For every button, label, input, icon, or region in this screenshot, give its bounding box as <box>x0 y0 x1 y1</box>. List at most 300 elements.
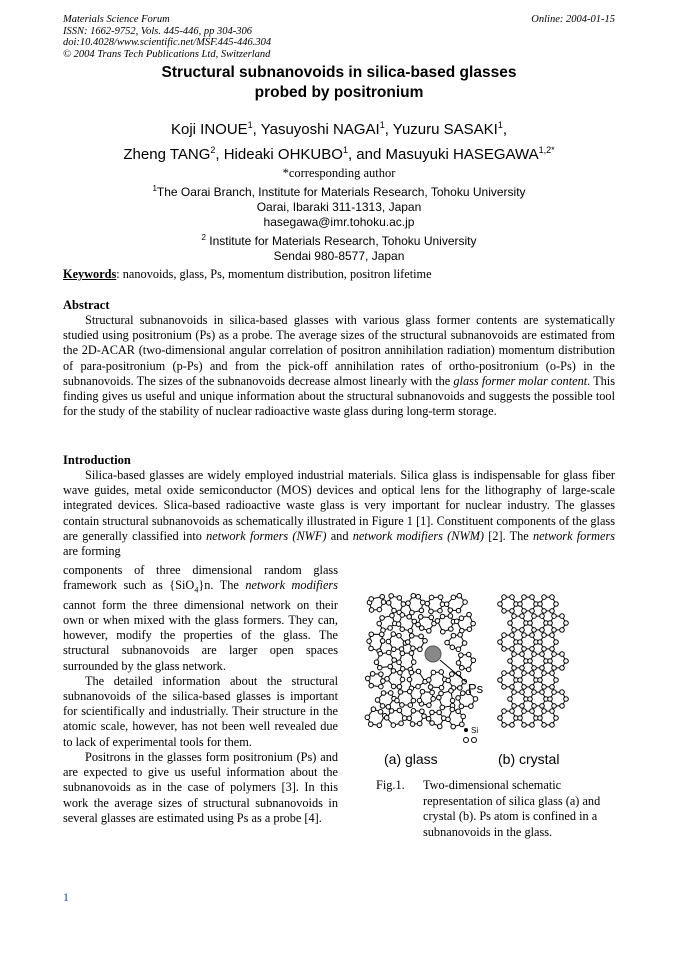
oxygen-atom <box>502 671 507 676</box>
oxygen-atom <box>552 614 557 619</box>
oxygen-atom <box>550 595 555 600</box>
oxygen-atom <box>380 639 385 644</box>
oxygen-atom <box>400 677 405 682</box>
oxygen-atom <box>498 640 503 645</box>
oxygen-atom <box>416 684 421 689</box>
oxygen-atom <box>365 715 370 720</box>
intro-paragraph-1 <box>63 468 615 559</box>
oxygen-atom <box>445 640 450 645</box>
oxygen-atom <box>530 595 535 600</box>
oxygen-atom <box>458 633 463 638</box>
left-column-text <box>63 563 338 826</box>
oxygen-atom <box>520 628 525 633</box>
oxygen-atom <box>502 647 507 652</box>
oxygen-atom <box>379 672 384 677</box>
oxygen-atom <box>439 685 444 690</box>
oxygen-atom <box>550 633 555 638</box>
oxygen-atom <box>508 697 513 702</box>
oxygen-atom <box>427 703 432 708</box>
oxygen-atom <box>530 647 535 652</box>
oxygen-atom <box>564 621 569 626</box>
keywords <box>63 267 615 282</box>
oxygen-atom <box>417 721 422 726</box>
oxygen-atom <box>522 709 527 714</box>
oxygen-atom <box>542 595 547 600</box>
oxygen-atom <box>367 639 372 644</box>
oxygen-atom <box>397 684 402 689</box>
oxygen-atom <box>423 638 428 643</box>
doi-line: doi:10.4028/www.scientific.net/MSF.445-446.304 <box>63 37 272 48</box>
intro-paragraph-2: The detailed information about the structural subnanovoids of the silica-based glasses is important for scientifically and industrially. Their structure in the atomic scale, however, has not been well revealed due to lack of experimental tools for them. <box>63 673 338 749</box>
oxygen-atom <box>554 602 559 607</box>
oxygen-atom <box>446 678 451 683</box>
oxygen-atom <box>370 672 375 677</box>
affiliations <box>63 166 615 264</box>
oxygen-atom <box>550 671 555 676</box>
abstract-paragraph <box>63 313 615 419</box>
introduction-section <box>63 453 615 559</box>
title-line-2: probed by positronium <box>254 84 424 101</box>
oxygen-atom <box>407 677 412 682</box>
online-date: Online: 2004-01-15 <box>531 14 615 25</box>
oxygen-atom <box>416 594 421 599</box>
author-affil-mark: 2 <box>210 145 216 155</box>
oxygen-atom <box>554 678 559 683</box>
oxygen-atom <box>397 633 402 638</box>
oxygen-atom <box>427 678 432 683</box>
emphasis-run: network modifiers (NWM) <box>352 528 485 543</box>
introduction-heading: Introduction <box>63 453 131 467</box>
affiliation-1-name <box>63 181 615 200</box>
oxygen-atom <box>378 709 383 714</box>
oxygen-atom <box>388 691 393 696</box>
oxygen-atom <box>451 724 456 729</box>
oxygen-atom <box>459 616 464 621</box>
oxygen-atom <box>522 685 527 690</box>
oxygen-atom <box>430 710 435 715</box>
affiliation-2-name <box>63 230 615 249</box>
oxygen-atom <box>419 608 424 613</box>
oxygen-atom <box>380 594 385 599</box>
oxygen-atom <box>437 710 442 715</box>
oxygen-atom <box>392 608 397 613</box>
abstract-heading: Abstract <box>63 298 110 312</box>
oxygen-atom <box>409 670 414 675</box>
author-affil-mark: 1 <box>342 145 348 155</box>
oxygen-atom <box>429 615 434 620</box>
oxygen-atom <box>386 704 391 709</box>
oxygen-atom <box>444 602 449 607</box>
oxygen-atom <box>399 721 404 726</box>
oxygen-atom <box>380 704 385 709</box>
oxygen-atom <box>384 716 389 721</box>
oxygen-atom <box>374 660 379 665</box>
oxygen-atom <box>431 697 436 702</box>
oxygen-atom <box>512 690 517 695</box>
oxygen-atom <box>369 646 374 651</box>
oxygen-atom <box>460 722 465 727</box>
oxygen-atom <box>560 628 565 633</box>
oxygen-atom <box>427 629 432 634</box>
oxygen-atom <box>379 632 384 637</box>
oxygen-atom <box>388 664 393 669</box>
oxygen-atom <box>407 614 412 619</box>
oxygen-atom <box>542 685 547 690</box>
oxygen-atom <box>528 659 533 664</box>
oxygen-atom <box>459 704 464 709</box>
oxygen-atom <box>538 678 543 683</box>
oxygen-atom <box>391 647 396 652</box>
oxygen-atom <box>498 602 503 607</box>
oxygen-atom <box>462 641 467 646</box>
oxygen-atom <box>502 595 507 600</box>
author-affil-mark: 1,2* <box>538 145 555 155</box>
oxygen-atom <box>471 658 476 663</box>
oxygen-atom <box>510 633 515 638</box>
oxygen-atom <box>550 685 555 690</box>
oxygen-atom <box>429 609 434 614</box>
oxygen-atom <box>508 659 513 664</box>
oxygen-atom <box>560 690 565 695</box>
oxygen-atom <box>439 670 444 675</box>
affiliation-1-email[interactable]: hasegawa@imr.tohoku.ac.jp <box>263 215 415 229</box>
copyright-line: © 2004 Trans Tech Publications Ltd, Switzerland <box>63 48 271 60</box>
text-run: . The <box>210 578 246 593</box>
oxygen-atom <box>522 671 527 676</box>
oxygen-atom <box>377 665 382 670</box>
oxygen-atom <box>386 639 391 644</box>
oxygen-atom <box>520 652 525 657</box>
oxygen-atom <box>409 651 414 656</box>
oxygen-atom <box>530 671 535 676</box>
text-run: [2]. The <box>484 528 533 543</box>
oxygen-atom <box>400 627 405 632</box>
oxygen-atom <box>540 652 545 657</box>
journal-header <box>63 14 615 60</box>
title-line-1: Structural subnanovoids in silica-based glasses <box>161 64 517 81</box>
affiliation-text: The Oarai Branch, Institute for Materials Research, Tohoku University <box>156 185 526 199</box>
author-name: , Yuzuru SASAKI <box>384 121 498 138</box>
oxygen-atom <box>390 613 395 618</box>
emphasis-run: network formers <box>532 528 616 543</box>
subscript: 4 <box>194 585 199 595</box>
oxygen-atom <box>522 723 527 728</box>
keywords-label: Keywords <box>63 267 117 281</box>
author-line-1: Koji INOUE$^1$, Yasuyoshi NAGAI$^1$, Yuzuru SASAKI$^1$, <box>170 120 508 138</box>
oxygen-atom <box>400 703 405 708</box>
oxygen-atom <box>428 685 433 690</box>
oxygen-atom <box>540 666 545 671</box>
crystal-network <box>498 595 569 727</box>
oxygen-atom <box>510 709 515 714</box>
oxygen-atom <box>408 629 413 634</box>
journal-name: Materials Science Forum <box>63 14 170 25</box>
ps-atom-icon <box>425 646 441 662</box>
affiliation-mark: 1 <box>152 184 157 193</box>
emphasis-run: network formers (NWF) <box>206 528 327 543</box>
oxygen-atom <box>502 723 507 728</box>
text-run: Silica-based glasses are widely employed industrial materials. Silica glass is indispensable for glass fiber wave guides, metal oxide semiconductor (MOS) devices and optical lens for the lithography of large-scale integrated devices. Slica-based radioactive waste glass is very important for nuclear industry. The glasses contain structural subnanovoids as schematically illustrated in Figure 1 [1]. Constituent components of the glass are generally classified into <box>63 468 615 543</box>
oxygen-atom <box>402 716 407 721</box>
oxygen-atom <box>391 684 396 689</box>
oxygen-atom <box>451 633 456 638</box>
oxygen-atom <box>430 690 435 695</box>
oxygen-atom <box>554 640 559 645</box>
oxygen-atom <box>417 698 422 703</box>
oxygen-atom <box>530 609 535 614</box>
oxygen-atom <box>542 671 547 676</box>
oxygen-atom <box>459 653 464 658</box>
oxygen-atom <box>391 723 396 728</box>
oxygen-atom <box>448 614 453 619</box>
affiliation-1-address: Oarai, Ibaraki 311-1313, Japan <box>256 200 422 214</box>
oxygen-atom <box>530 723 535 728</box>
oxygen-atom <box>389 594 394 599</box>
oxygen-atom <box>522 647 527 652</box>
text-run: }n <box>198 578 211 593</box>
oxygen-atom <box>426 716 431 721</box>
oxygen-atom <box>381 600 386 605</box>
oxygen-atom <box>552 628 557 633</box>
oxygen-atom <box>463 600 468 605</box>
oxygen-atom <box>381 691 386 696</box>
oxygen-atom <box>550 709 555 714</box>
oxygen-atom <box>512 704 517 709</box>
oxygen-atom <box>538 640 543 645</box>
oxygen-atom <box>532 704 537 709</box>
oxygen-atom <box>502 633 507 638</box>
oxygen-atom <box>386 650 391 655</box>
oxygen-atom <box>471 621 476 626</box>
oxygen-atom <box>456 661 461 666</box>
text-run: components of three dimensional random glass framework such as {SiO <box>63 563 338 593</box>
oxygen-atom <box>409 633 414 638</box>
oxygen-atom <box>438 595 443 600</box>
oxygen-atom <box>532 690 537 695</box>
oxygen-atom <box>411 593 416 598</box>
oxygen-atom <box>429 595 434 600</box>
oxygen-atom <box>411 709 416 714</box>
oxygen-atom <box>365 676 370 681</box>
oxygen-atom <box>518 678 523 683</box>
author-line-2 <box>63 140 615 165</box>
oxygen-atom <box>530 685 535 690</box>
oxygen-atom <box>371 707 376 712</box>
oxygen-atom <box>440 614 445 619</box>
oxygen-atom <box>392 658 397 663</box>
oxygen-atom <box>422 714 427 719</box>
oxygen-atom <box>560 652 565 657</box>
oxygen-atom <box>552 690 557 695</box>
oxygen-atom <box>554 716 559 721</box>
oxygen-atom <box>408 703 413 708</box>
figure-caption-text: Two-dimensional schematic representation of silica glass (a) and crystal (b). Ps atom is confined in a subnanovoids in the glass. <box>423 778 601 839</box>
oxygen-atom <box>498 678 503 683</box>
oxygen-atom <box>522 609 527 614</box>
o-legend-icon <box>464 738 469 743</box>
oxygen-atom <box>397 660 402 665</box>
oxygen-atom <box>510 723 515 728</box>
oxygen-atom <box>532 614 537 619</box>
oxygen-atom <box>510 685 515 690</box>
oxygen-atom <box>397 708 402 713</box>
oxygen-atom <box>391 669 396 674</box>
oxygen-atom <box>419 634 424 639</box>
oxygen-atom <box>518 640 523 645</box>
oxygen-atom <box>410 722 415 727</box>
oxygen-atom <box>396 622 401 627</box>
oxygen-atom <box>375 698 380 703</box>
corresponding-note: *corresponding author <box>282 166 396 180</box>
oxygen-atom <box>564 659 569 664</box>
oxygen-atom <box>520 614 525 619</box>
oxygen-atom <box>401 602 406 607</box>
oxygen-atom <box>386 600 391 605</box>
oxygen-atom <box>450 698 455 703</box>
oxygen-atom <box>420 600 425 605</box>
oxygen-atom <box>451 595 456 600</box>
oxygen-atom <box>540 690 545 695</box>
oxygen-atom <box>430 721 435 726</box>
oxygen-atom <box>548 697 553 702</box>
paper-title <box>63 63 615 103</box>
oxygen-atom <box>552 666 557 671</box>
figure-1 <box>358 592 614 772</box>
oxygen-atom <box>510 647 515 652</box>
emphasis-run: network modifiers <box>245 578 338 593</box>
oxygen-atom <box>454 619 459 624</box>
oxygen-atom <box>518 602 523 607</box>
oxygen-atom <box>552 704 557 709</box>
oxygen-atom <box>467 627 472 632</box>
oxygen-atom <box>538 716 543 721</box>
oxygen-atom <box>510 671 515 676</box>
oxygen-atom <box>528 621 533 626</box>
oxygen-atom <box>456 647 461 652</box>
oxygen-atom <box>512 628 517 633</box>
oxygen-atom <box>542 609 547 614</box>
author-list <box>63 115 615 165</box>
oxygen-atom <box>440 705 445 710</box>
oxygen-atom <box>450 645 455 650</box>
oxygen-atom <box>418 615 423 620</box>
oxygen-atom <box>520 690 525 695</box>
oxygen-atom <box>369 632 374 637</box>
oxygen-atom <box>385 677 390 682</box>
text-run: Structural subnanovoids in silica-based glasses with various glass former contents are systematically studied using positronium (Ps) as a probe. The average sizes of the structural subnanovoids are estimated from the 2D-ACAR (two-dimensional angular correlation of positron annihilation radiation) momentum distribution of para-positronium (p-Ps) and from the pick-off annihilation rates of ortho-positronium (o-Ps) in the subnanovoids. The sizes of the subnanovoids decrease almost linearly with the <box>63 313 615 388</box>
oxygen-atom <box>550 647 555 652</box>
oxygen-atom <box>542 647 547 652</box>
intro-paragraph-1-cont <box>63 563 338 674</box>
author-affil-mark: 1 <box>379 120 385 130</box>
oxygen-atom <box>446 717 451 722</box>
author-name: , and Masuyuki HASEGAWA <box>347 146 539 163</box>
author-name: Zheng TANG <box>123 146 211 163</box>
oxygen-atom <box>532 666 537 671</box>
oxygen-atom <box>512 666 517 671</box>
si-legend-icon <box>464 728 468 732</box>
oxygen-atom <box>420 689 425 694</box>
oxygen-atom <box>528 697 533 702</box>
oxygen-atom <box>449 627 454 632</box>
oxygen-atom <box>552 652 557 657</box>
text-run: are forming <box>63 544 121 559</box>
oxygen-atom <box>377 723 382 728</box>
oxygen-atom <box>435 619 440 624</box>
oxygen-atom <box>510 609 515 614</box>
oxygen-atom <box>377 621 382 626</box>
oxygen-atom <box>520 704 525 709</box>
oxygen-atom <box>564 697 569 702</box>
oxygen-atom <box>512 614 517 619</box>
oxygen-atom <box>407 689 412 694</box>
intro-paragraph-3: Positrons in the glasses form positronium (Ps) and are expected to give us useful information about the subnanovoids as in the case of polymers [3]. In this work the average sizes of structural subnanovoids in several glasses are estimated using Ps as a probe [4]. <box>63 749 338 825</box>
oxygen-atom <box>416 622 421 627</box>
oxygen-atom <box>407 716 412 721</box>
oxygen-atom <box>416 669 421 674</box>
oxygen-atom <box>542 633 547 638</box>
glass-panel-label: (a) glass <box>384 751 438 767</box>
oxygen-atom <box>450 707 455 712</box>
oxygen-atom <box>437 724 442 729</box>
author-name: , Yasuyoshi NAGAI <box>252 121 380 138</box>
oxygen-atom <box>540 628 545 633</box>
oxygen-atom <box>459 665 464 670</box>
oxygen-atom <box>542 709 547 714</box>
oxygen-atom <box>540 704 545 709</box>
oxygen-atom <box>449 688 454 693</box>
emphasis-run: glass former molar content <box>453 373 588 388</box>
ps-label: Ps <box>468 681 484 696</box>
oxygen-atom <box>395 698 400 703</box>
keywords-text: : nanovoids, glass, Ps, momentum distribution, positron lifetime <box>116 267 432 281</box>
page-number: 1 <box>63 890 69 904</box>
author-name: , Hideaki OHKUBO <box>215 146 343 163</box>
oxygen-atom <box>398 670 403 675</box>
oxygen-atom <box>411 646 416 651</box>
oxygen-atom <box>397 596 402 601</box>
oxygen-atom <box>380 616 385 621</box>
issn-line: ISSN: 1662-9752, Vols. 445-446, pp 304-306 <box>63 25 252 37</box>
oxygen-atom <box>398 690 403 695</box>
oxygen-atom <box>405 640 410 645</box>
oxygen-atom <box>548 659 553 664</box>
oxygen-atom <box>438 608 443 613</box>
oxygen-atom <box>377 607 382 612</box>
oxygen-atom <box>540 614 545 619</box>
oxygen-atom <box>510 595 515 600</box>
oxygen-atom <box>389 709 394 714</box>
oxygen-atom <box>457 593 462 598</box>
oxygen-atom <box>378 651 383 656</box>
oxygen-atom <box>522 595 527 600</box>
figure-caption-label: Fig.1. <box>376 778 405 792</box>
oxygen-atom <box>369 683 374 688</box>
oxygen-atom <box>439 691 444 696</box>
glass-network <box>365 593 478 728</box>
oxygen-atom <box>466 652 471 657</box>
crystal-panel-label: (b) crystal <box>498 751 560 767</box>
text-run: cannot form the three dimensional network on their own or when mixed with the glass formers. They can, however, modify the properties of the glass. The structural subnanovoids are larger open spaces surrounded by the glass network. <box>63 597 338 673</box>
oxygen-atom <box>406 601 411 606</box>
oxygen-atom <box>441 629 446 634</box>
oxygen-atom <box>411 660 416 665</box>
affiliation-text: Institute for Materials Research, Tohoku University <box>205 234 477 248</box>
oxygen-atom <box>369 597 374 602</box>
oxygen-atom <box>508 621 513 626</box>
oxygen-atom <box>460 691 465 696</box>
oxygen-atom <box>368 722 373 727</box>
